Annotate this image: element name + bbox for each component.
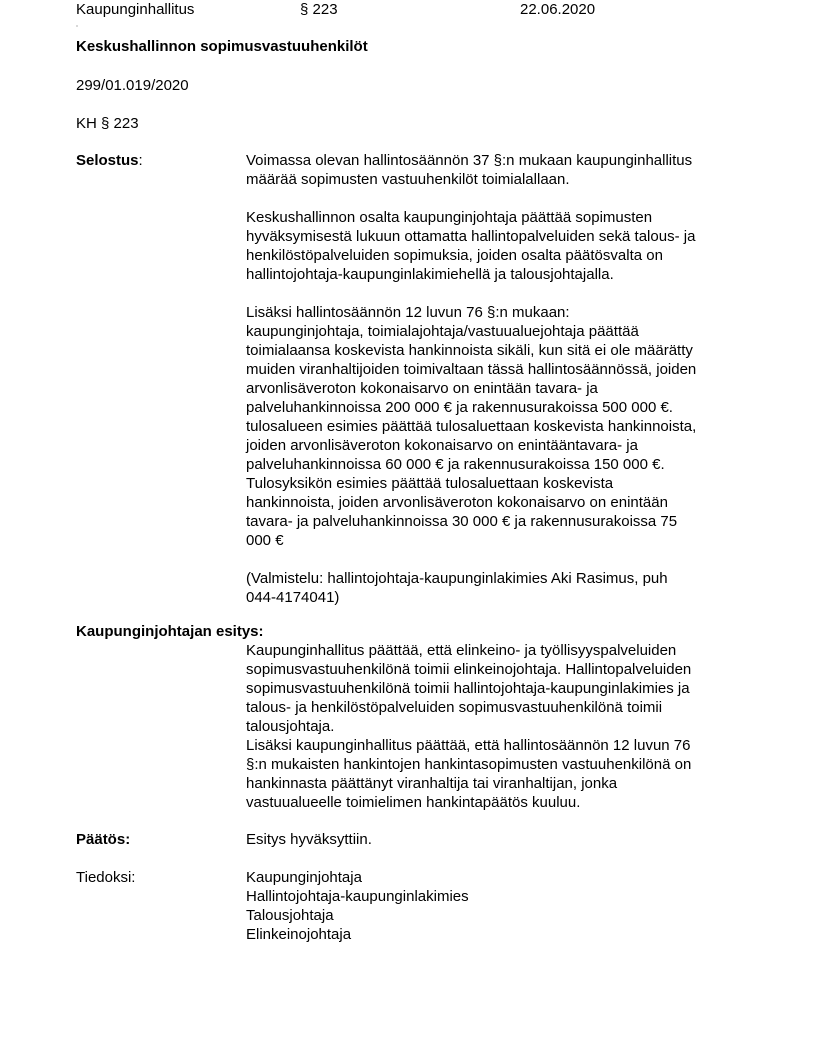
text-line: henkilöstöpalveluiden sopimuksia, joiden osalta päätösvalta on: [246, 247, 663, 264]
selostus-heading: [76, 151, 143, 170]
text-line: muiden viranhaltijoiden toimivaltaan tässä hallintosäännössä, joiden: [246, 361, 697, 378]
list-item: Talousjohtaja: [246, 907, 334, 924]
list-item: Kaupunginjohtaja: [246, 869, 362, 886]
text-line: Keskushallinnon osalta kaupunginjohtaja päättää sopimusten: [246, 209, 653, 226]
section-reference: KH § 223: [76, 115, 139, 132]
document-title: Keskushallinnon sopimusvastuuhenkilöt: [76, 38, 368, 55]
paatos-label: Päätös:: [76, 831, 131, 848]
text-line: hankinnoista, joiden arvonlisäveroton kokonaisarvo on enintään: [246, 494, 668, 511]
text-line: joiden arvonlisäveroton kokonaisarvo on enintääntavara- ja: [246, 437, 638, 454]
text-line: tavara- ja palveluhankinnoissa 30 000 € ja rakennusurakoissa 75: [246, 513, 678, 530]
header-section-number: § 223: [300, 1, 338, 18]
recipient-list: [246, 868, 746, 944]
text-line: sopimusvastuuhenkilönä toimii elinkeinojohtaja. Hallintopalveluiden: [246, 661, 692, 678]
text-line: Kaupunginhallitus päättää, että elinkeino- ja työllisyyspalveluiden: [246, 642, 677, 659]
selostus-paragraph-1: [246, 151, 746, 189]
esitys-content: [246, 641, 746, 812]
text-line: talousjohtaja.: [246, 718, 335, 735]
text-line: palveluhankinnoissa 200 000 € ja rakennusurakoissa 500 000 €.: [246, 399, 673, 416]
text-line: vastuualueelle toimielimen hankintapäätös kuuluu.: [246, 794, 581, 811]
record-number: 299/01.019/2020: [76, 77, 189, 94]
selostus-content: [246, 151, 746, 607]
text-line: palveluhankinnoissa 60 000 € ja rakennusurakoissa 150 000 €.: [246, 456, 665, 473]
text-line: sopimusvastuuhenkilönä toimii hallintojohtaja-kaupunginlakimies ja: [246, 680, 690, 697]
selostus-label-colon: :: [138, 152, 143, 169]
text-line: 000 €: [246, 532, 284, 549]
text-line: hankinnasta päättänyt viranhaltija tai viranhaltijan, jonka: [246, 775, 618, 792]
decision-text: Esitys hyväksyttiin.: [246, 831, 372, 848]
header-date: 22.06.2020: [520, 1, 596, 18]
text-line: arvonlisäveroton kokonaisarvo on enintään tavara- ja: [246, 380, 598, 397]
header-separator-mark: [76, 25, 78, 27]
text-line: (Valmistelu: hallintojohtaja-kaupunginlakimies Aki Rasimus, puh: [246, 570, 668, 587]
text-line: 044-4174041): [246, 589, 340, 606]
text-line: määrää sopimusten vastuuhenkilöt toimialallaan.: [246, 171, 570, 188]
text-line: Lisäksi kaupunginhallitus päättää, että hallintosäännön 12 luvun 76: [246, 737, 691, 754]
selostus-paragraph-3: [246, 303, 746, 550]
text-line: talous- ja henkilöstöpalveluiden sopimusvastuuhenkilönä toimii: [246, 699, 663, 716]
preparer-note: [246, 569, 746, 607]
text-line: hyväksymisestä lukuun ottamatta hallintopalveluiden sekä talous- ja: [246, 228, 696, 245]
list-item: Hallintojohtaja-kaupunginlakimies: [246, 888, 469, 905]
selostus-label: Selostus: [76, 152, 139, 169]
text-line: Voimassa olevan hallintosäännön 37 §:n mukaan kaupunginhallitus: [246, 152, 693, 169]
paatos-text: [246, 830, 746, 849]
text-line: kaupunginjohtaja, toimialajohtaja/vastuualuejohtaja päättää: [246, 323, 639, 340]
text-line: Lisäksi hallintosäännön 12 luvun 76 §:n mukaan:: [246, 304, 570, 321]
text-line: Tulosyksikön esimies päättää tulosaluettaan koskevista: [246, 475, 614, 492]
tiedoksi-label: Tiedoksi:: [76, 869, 136, 886]
header-body-name: Kaupunginhallitus: [76, 1, 195, 18]
esitys-label: Kaupunginjohtajan esitys:: [76, 623, 264, 640]
text-line: §:n mukaisten hankintojen hankintasopimusten vastuuhenkilönä on: [246, 756, 692, 773]
list-item: Elinkeinojohtaja: [246, 926, 352, 943]
text-line: toimialaansa koskevista hankinnoista sikäli, kun sitä ei ole määrätty: [246, 342, 693, 359]
text-line: hallintojohtaja-kaupunginlakimiehellä ja talousjohtajalla.: [246, 266, 614, 283]
selostus-paragraph-2: [246, 208, 746, 284]
text-line: tulosalueen esimies päättää tulosaluettaan koskevista hankinnoista,: [246, 418, 697, 435]
